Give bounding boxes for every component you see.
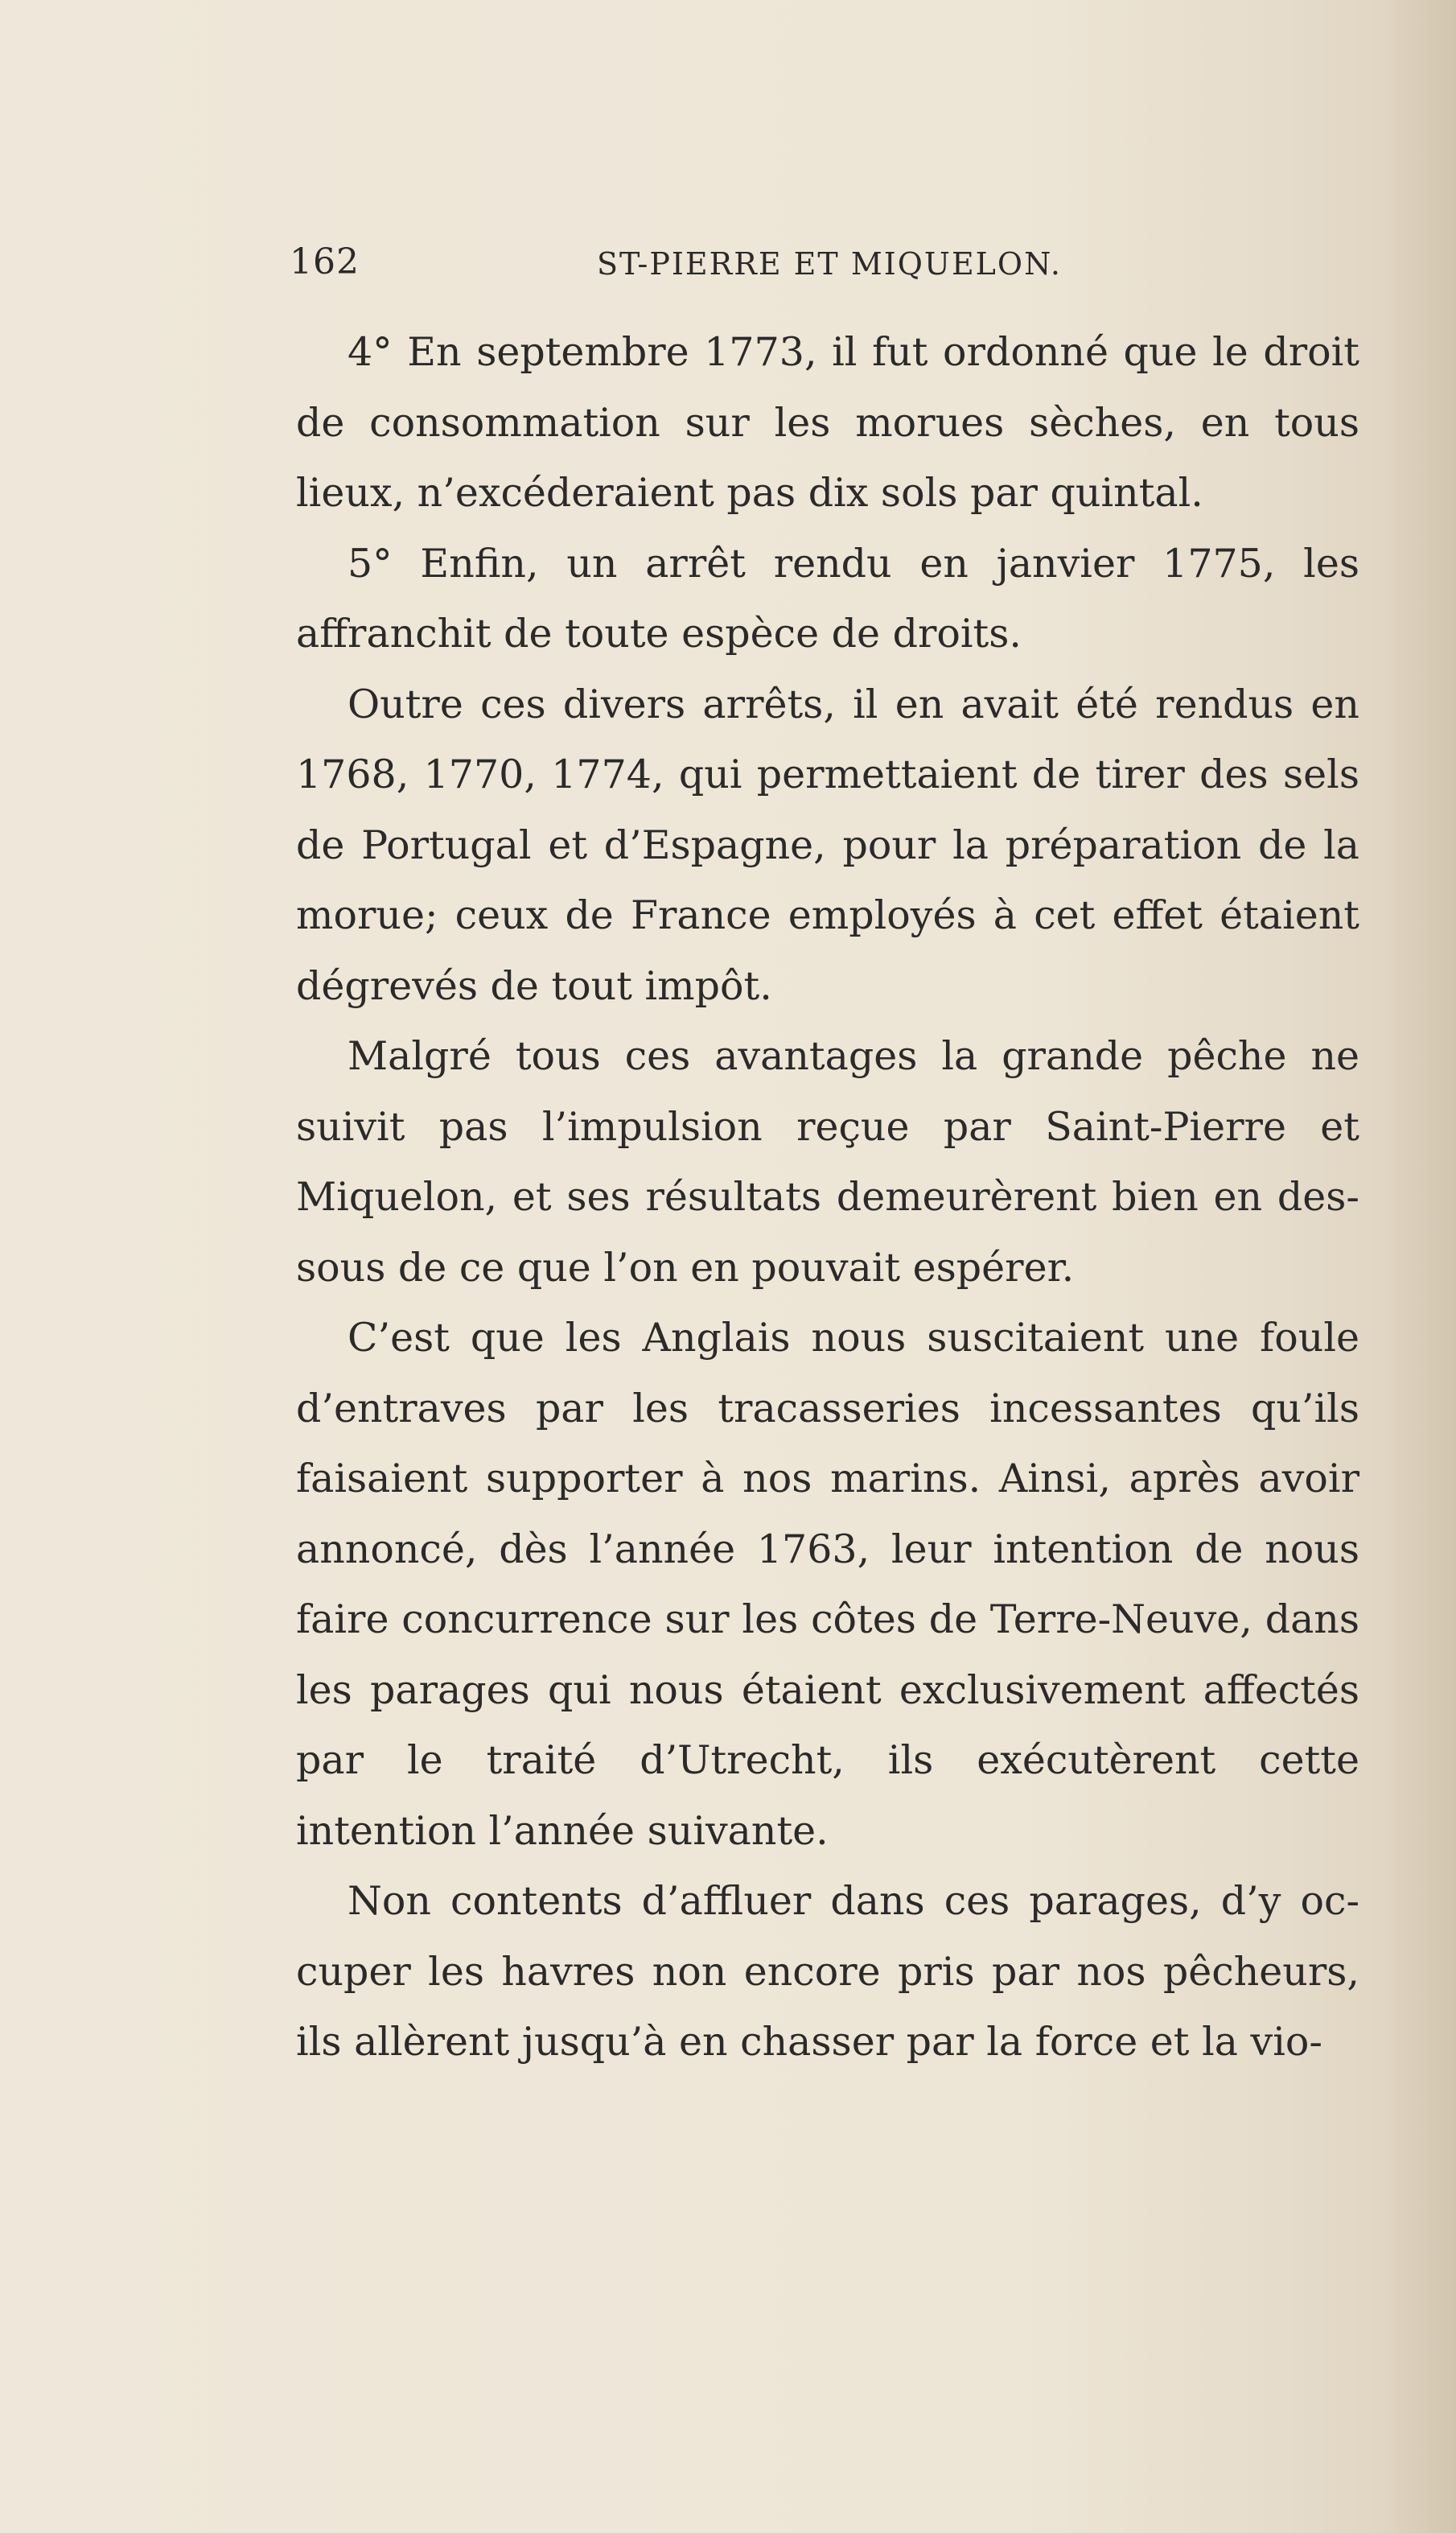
paragraph-5-janvier-1775: 5° Enfin, un arrêt rendu en janvier 1775, les affranchit de toute espèce de droits. [296,540,1359,657]
running-title: ST-PIERRE ET MIQUELON. [597,246,1062,282]
page-number: 162 [290,241,360,282]
paragraph-malgre-avantages: Malgré tous ces avantages la grande pêche ne suivit pas l’impulsion reçue par Saint-Pierre et Miquelon, et ses résultats demeurèrent bien en des-sous de ce que l’on en pouvait espérer. [296,1033,1359,1291]
body-text [296,317,1359,2078]
paragraph-anglais-entraves: C’est que les Anglais nous suscitaient une foule d’entraves par les tracasseries incessantes qu’ils faisaient supporter à nos marins. Ainsi, après avoir annoncé, dès l’année 1763, leur intention de nous faire concurrence sur les côtes de Terre-Neuve, dans les parages qui nous étaient exclusivement affectés par le traité d’Utrecht, ils exécutèrent cette intention l’année suivante. [296,1315,1359,1854]
running-header [290,241,1368,290]
paragraph-non-contents: Non contents d’affluer dans ces parages, d’y oc-cuper les havres non encore pris par nos pêcheurs, ils allèrent jusqu’à en chasser par la force et la vio- [296,1878,1359,2065]
paragraph-4-septembre-1773: 4° En septembre 1773, il fut ordonné que le droit de consommation sur les morues sèches, en tous lieux, n’excéderaient pas dix sols par quintal. [296,329,1359,516]
page-edge-shadow [1384,0,1456,2533]
paragraph-outre-ces-arrets: Outre ces divers arrêts, il en avait été rendus en 1768, 1770, 1774, qui permettaient de tirer des sels de Portugal et d’Espagne, pour la préparation de la morue; ceux de France employés à cet effet étaient dégrevés de tout impôt. [296,681,1359,1009]
